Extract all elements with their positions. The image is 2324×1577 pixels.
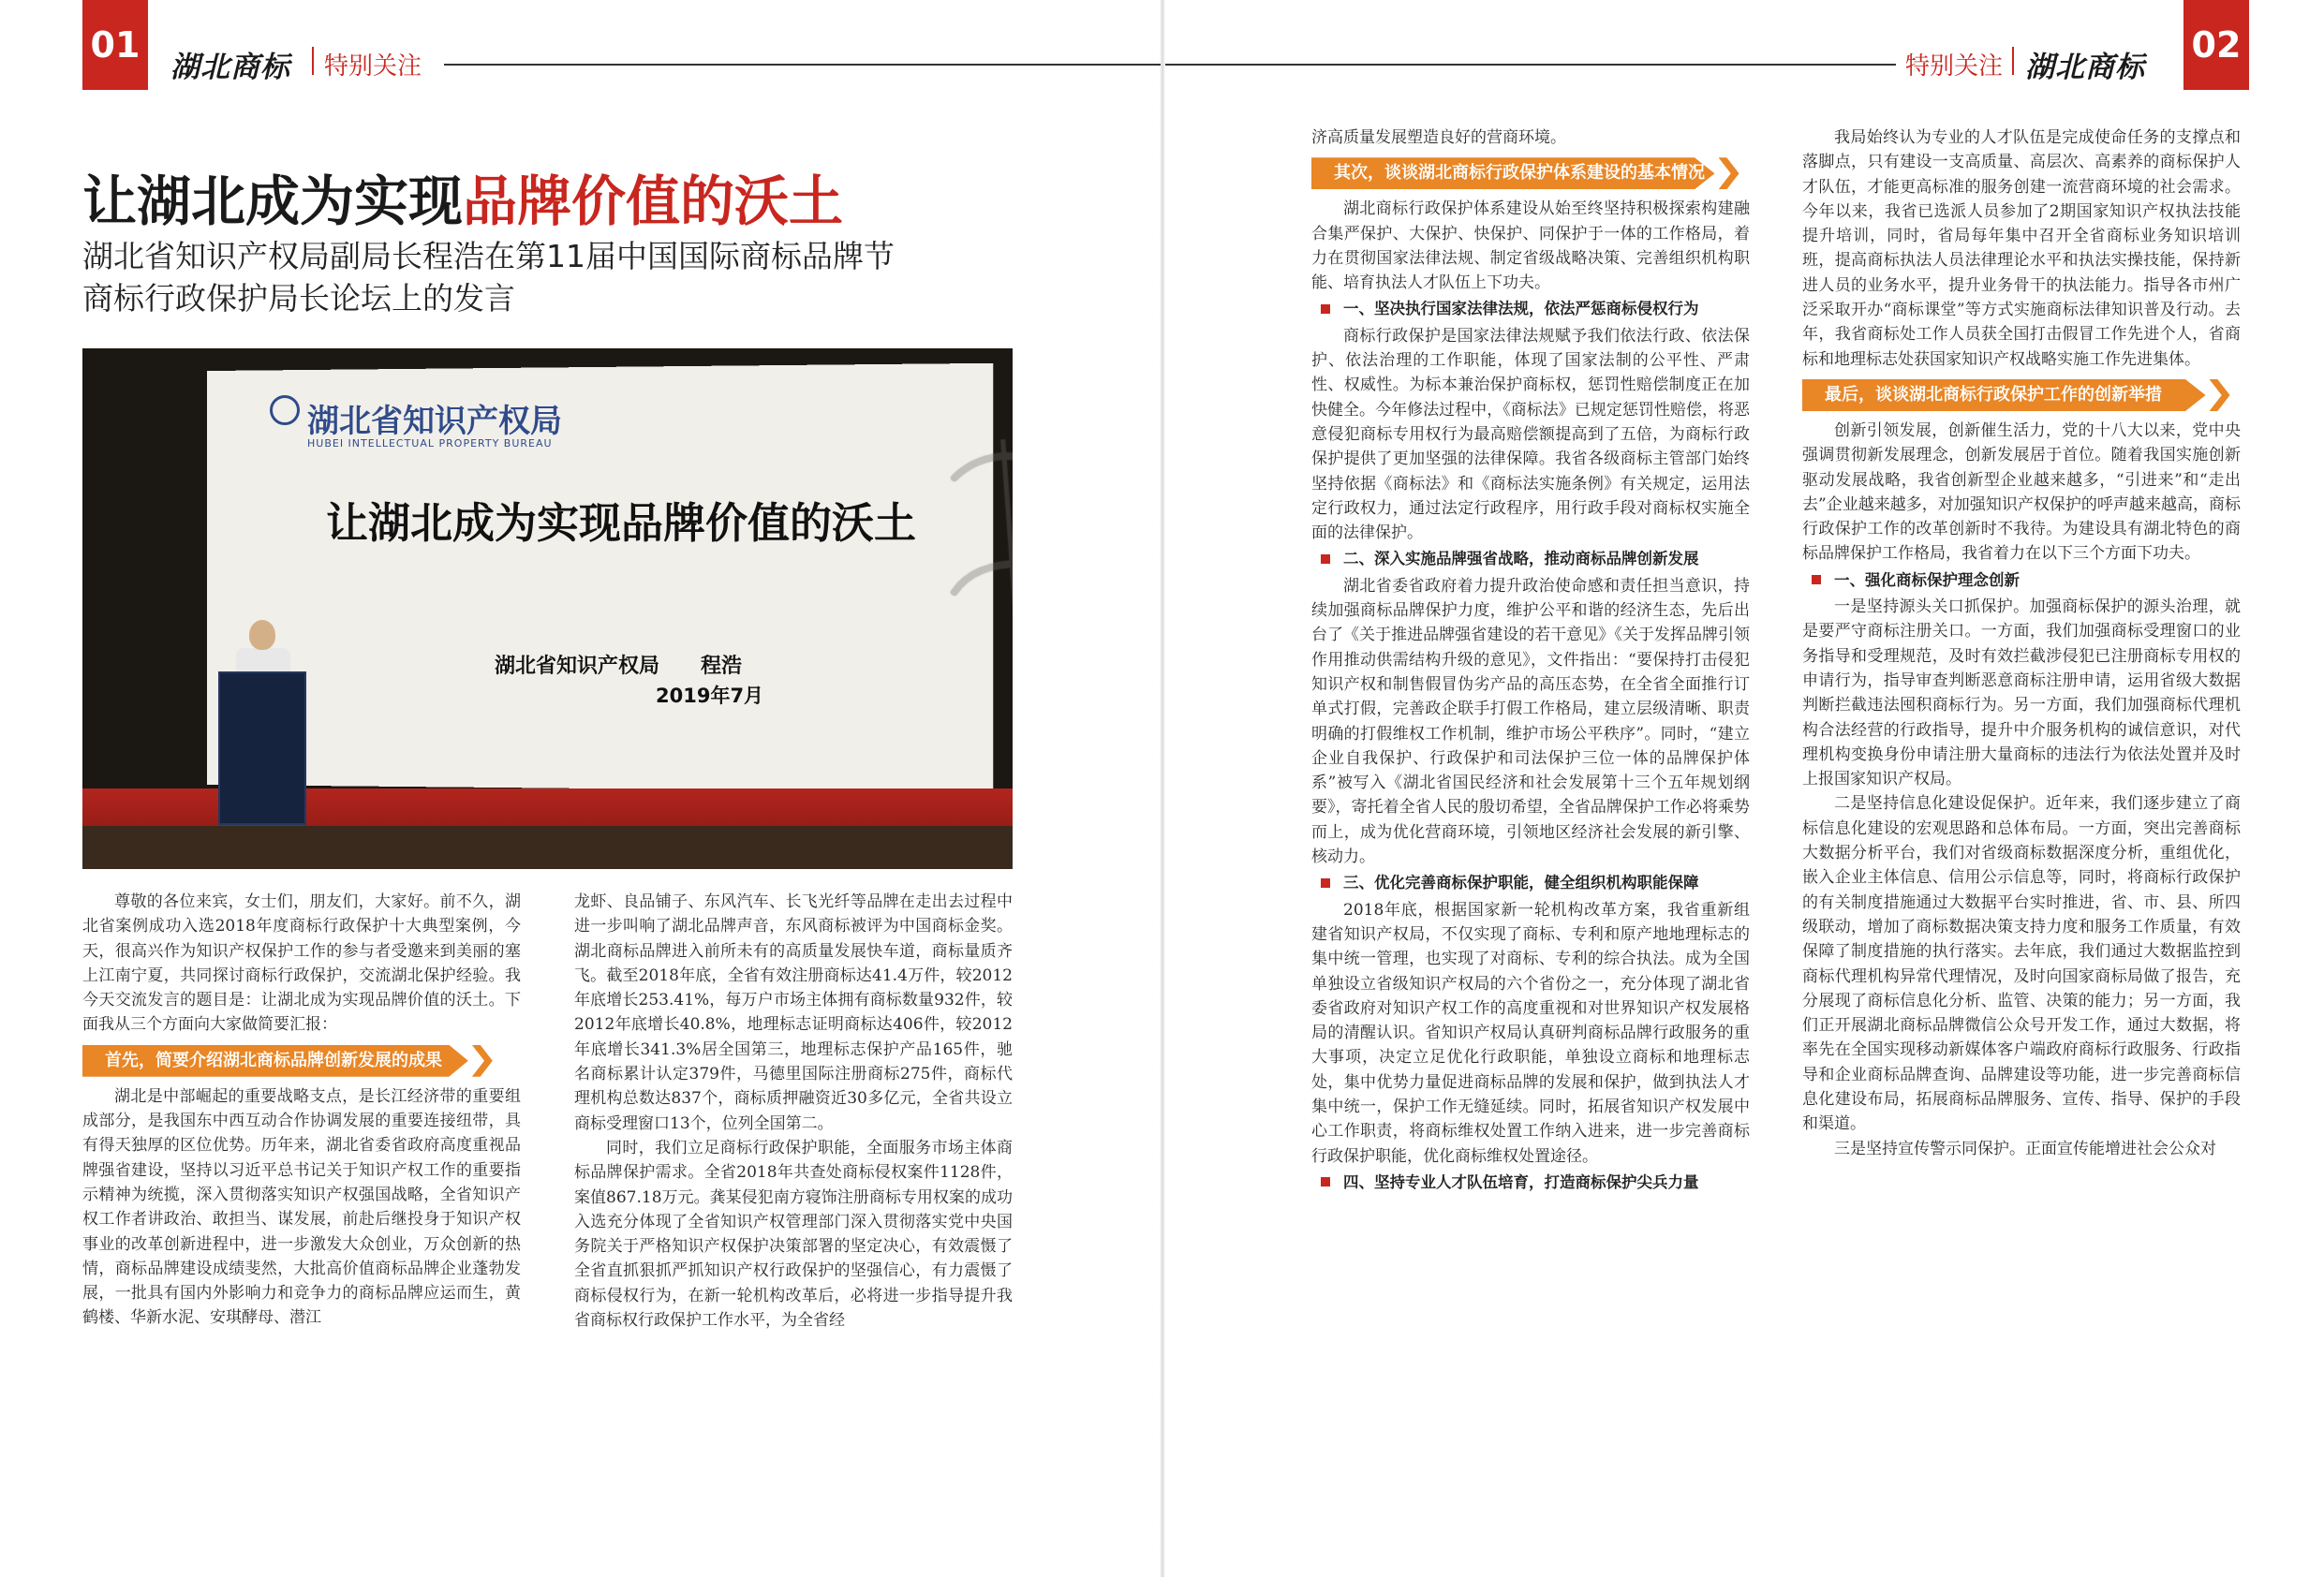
banner-chevron-icon xyxy=(2210,379,2230,411)
right-header-separator xyxy=(2012,47,2014,75)
screen-date: 2019年7月 xyxy=(656,685,764,707)
paragraph: 商标行政保护是国家法律法规赋予我们依法行政、依法保护、依法治理的工作职能，体现了国家法制的公平性、严肃性、权威性。为标本兼治保护商标权，惩罚性赔偿制度正在加快健全。今年修法过程中，《商标法》已规定惩罚性赔偿，将恶意侵犯商标专用权行为最高赔偿额提高到了五倍，为商标行政保护提供了更加坚强的法律保障。我省各级商标主管部门始终坚持依据《商标法》和《商标法实施条例》有关规定，运用法定行政权力，通过法定行政程序，用行政手段对商标权实施全面的法律保护。 xyxy=(1311,326,1750,543)
red-square-bullet-icon xyxy=(1321,1177,1330,1186)
paragraph: 三是坚持宣传警示同保护。正面宣传能增进社会公众对 xyxy=(1834,1139,2216,1158)
subtitle-line-2: 商标行政保护局长论坛上的发言 xyxy=(82,280,515,317)
subheading-text: 一、强化商标保护理念创新 xyxy=(1834,570,2020,589)
column-1 xyxy=(82,890,521,1331)
institution-logo-icon xyxy=(270,395,300,425)
article-subtitle xyxy=(82,235,1019,319)
subheading xyxy=(1311,871,1750,895)
column-3 xyxy=(1311,125,1750,1197)
subheading-text: 二、深入实施品牌强省战略，推动商标品牌创新发展 xyxy=(1343,550,1699,568)
audience-area xyxy=(82,826,1013,869)
left-page-number: 01 xyxy=(82,0,148,90)
paragraph: 创新引领发展，创新催生活力，党的十八大以来，党中央强调贯彻新发展理念，创新发展居于首位。随着我国实施创新驱动发展战略，我省创新型企业越来越多，“引进来”和“走出去”企业越来越多，对加强知识产权保护的呼声越来越高，商标行政保护工作的改革创新时不我待。为建设具有湖北特色的商标品牌保护工作格局，我省着力在以下三个方面下功夫。 xyxy=(1802,420,2241,564)
banner-text: 最后，谈谈湖北商标行政保护工作的创新举措 xyxy=(1825,384,2162,405)
right-page-number: 02 xyxy=(2183,0,2249,90)
banner-chevron-icon xyxy=(472,1045,493,1077)
red-square-bullet-icon xyxy=(1321,878,1330,888)
column-4 xyxy=(1802,125,2241,1161)
right-header-rule xyxy=(1165,64,1896,66)
paragraph: 湖北商标行政保护体系建设从始至终坚持积极探索构建融合集严保护、大保护、快保护、同保护于一体的工作格局，着力在贯彻国家法律法规、制定省级战略决策、完善组织机构职能、培育执法人才队伍上下功夫。 xyxy=(1311,199,1750,293)
column-2 xyxy=(574,890,1013,1333)
page-spine xyxy=(1160,0,1165,1577)
left-header-rule xyxy=(444,64,1161,66)
subheading-text: 三、优化完善商标保护职能，健全组织机构职能保障 xyxy=(1343,874,1699,892)
paragraph-continued: 济高质量发展塑造良好的营商环境。 xyxy=(1311,128,1566,147)
paragraph-continued: 龙虾、良品铺子、东风汽车、长飞光纤等品牌在走出去过程中进一步叫响了湖北品牌声音，东风商标被评为中国商标金奖。湖北商标品牌进入前所未有的高质量发展快车道，商标量质齐飞。截至2018年底，全省有效注册商标达41.4万件，较2012年底增长253.41%，每万户市场主体拥有商标数量932件，较2012年底增长40.8%，地理标志证明商标达406件，较2012年底增长341.3%居全国第三，地理标志保护产品165件，驰名商标累计认定379件，马德里国际注册商标275件，商标代理机构总数达837个，商标质押融资近30多亿元，全省共设立商标受理窗口13个，位列全国第二。 xyxy=(574,892,1013,1133)
bamboo-painting-icon xyxy=(887,400,1013,707)
left-header-separator xyxy=(312,47,314,75)
podium xyxy=(218,671,306,825)
red-square-bullet-icon xyxy=(1321,304,1330,314)
article-title-part-1: 让湖北成为实现 xyxy=(82,169,464,233)
right-logo: 湖北商标 xyxy=(2025,51,2145,84)
banner-text: 首先，简要介绍湖北商标品牌创新发展的成果 xyxy=(105,1050,442,1070)
subheading xyxy=(1311,547,1750,571)
paragraph: 湖北是中部崛起的重要战略支点，是长江经济带的重要组成部分，是我国东中西互动合作协调发展的重要连接纽带，具有得天独厚的区位优势。历年来，湖北省委省政府高度重视品牌强省建设，坚持以习近平总书记关于知识产权工作的重要指示精神为统揽，深入贯彻落实知识产权强国战略，全省知识产权工作者讲政治、敢担当、谋发展，前赴后继投身于知识产权事业的改革创新进程中，进一步激发大众创业，万众创新的热情，商标品牌建设成绩斐然，大批高价值商标品牌企业蓬勃发展，一批具有国内外影响力和竞争力的商标品牌应运而生，黄鹤楼、华新水泥、安琪酵母、潜江 xyxy=(82,1086,521,1328)
paragraph: 我局始终认为专业的人才队伍是完成使命任务的支撑点和落脚点，只有建设一支高质量、高层次、高素养的商标保护人才队伍，才能更高标准的服务创建一流营商环境的社会需求。今年以来，我省已选派人员参加了2期国家知识产权执法技能提升培训，同时，省局每年集中召开全省商标业务知识培训班，提高商标执法人员法律理论水平和执法实操技能，保持新进人员的业务水平，提升业务骨干的执法能力。指导各市州广泛采取开办“商标课堂”等方式实施商标法律知识普及行动。去年，我省商标处工作人员获全国打击假冒工作先进个人，省商标和地理标志处获国家知识产权战略实施工作先进集体。 xyxy=(1802,128,2241,369)
screen-institution: 湖北省知识产权局 xyxy=(307,403,562,440)
banner-chevron-icon xyxy=(1719,157,1739,189)
section-banner-1 xyxy=(82,1045,521,1077)
right-section-label: 特别关注 xyxy=(1905,52,2004,81)
subheading xyxy=(1311,1171,1750,1195)
intro-paragraph: 尊敬的各位来宾，女士们，朋友们，大家好。前不久，湖北省案例成功入选2018年度商标行政保护十大典型案例，今天，很高兴作为知识产权保护工作的参与者受邀来到美丽的塞上江南宁夏，共同探讨商标行政保护，交流湖北保护经验。我今天交流发言的题目是：让湖北成为实现品牌价值的沃土。下面我从三个方面向大家做简要汇报： xyxy=(82,892,521,1035)
left-logo: 湖北商标 xyxy=(170,51,290,84)
article-title xyxy=(82,157,843,236)
red-square-bullet-icon xyxy=(1321,554,1330,564)
paragraph: 湖北省委省政府着力提升政治使命感和责任担当意识，持续加强商标品牌保护力度，维护公平和谐的经济生态，先后出台了《关于推进品牌强省建设的若干意见》《关于发挥品牌引领作用推动供需结构升级的意见》，文件指出：“要保持打击侵犯知识产权和制售假冒伪劣产品的高压态势，在全省全面推行订单式打假，完善政企联手打假工作格局，建立层级清晰、职责明确的打假维权工作机制，维护市场公平秩序”。同时，“建立企业自我保护、行政保护和司法保护三位一体的品牌保护体系”被写入《湖北省国民经济和社会发展第十三个五年规划纲要》，寄托着全省人民的殷切希望，全省品牌保护工作必将乘势而上，成为优化营商环境，引领地区经济社会发展的新引擎、核动力。 xyxy=(1311,576,1750,867)
left-section-label: 特别关注 xyxy=(324,52,422,81)
subheading-text: 一、坚决执行国家法律法规，依法严惩商标侵权行为 xyxy=(1343,300,1699,318)
subheading xyxy=(1311,297,1750,321)
red-square-bullet-icon xyxy=(1812,575,1821,584)
screen-title: 让湖北成为实现品牌价值的沃土 xyxy=(326,498,917,548)
speaker-head xyxy=(249,620,275,650)
article-title-highlight: 品牌价值的沃土 xyxy=(463,169,844,233)
section-banner-2 xyxy=(1311,157,1750,189)
paragraph: 一是坚持源头关口抓保护。加强商标保护的源头治理，就是要严守商标注册关口。一方面，我们加强商标受理窗口的业务指导和受理规范，及时有效拦截涉侵犯已注册商标专用权的申请行为，指导审查判断恶意商标注册申请，运用省级大数据判断拦截违法囤积商标行为。另一方面，我们加强商标代理机构合法经营的行政指导，提升中介服务机构的诚信意识，对代理机构变换身份申请注册大量商标的违法行为依法处置并及时上报国家知识产权局。 xyxy=(1802,597,2241,789)
screen-author: 湖北省知识产权局 程浩 xyxy=(495,655,743,678)
section-banner-3 xyxy=(1802,379,2241,411)
paragraph: 二是坚持信息化建设促保护。近年来，我们逐步建立了商标信息化建设的宏观思路和总体布局。一方面，突出完善商标大数据分析平台，我们对省级商标数据深度分析，重组优化，嵌入企业主体信息、信用公示信息等，同时，将商标行政保护的有关制度措施通过大数据平台实时推进，省、市、县、所四级联动，增加了商标数据决策支持力度和服务工作质量，有效保障了制度措施的执行落实。去年底，我们通过大数据监控到商标代理机构异常代理情况，及时向国家商标局做了报告，充分展现了商标信息化分析、监管、决策的能力；另一方面，我们正开展湖北商标品牌微信公众号开发工作，通过大数据，将率先在全国实现移动新媒体客户端政府商标行政服务、行政指导和企业商标品牌查询、品牌建设等功能，进一步完善商标信息化建设布局，拓展商标品牌服务、宣传、指导、保护的手段和渠道。 xyxy=(1802,794,2241,1134)
subtitle-line-1: 湖北省知识产权局副局长程浩在第11届中国国际商标品牌节 xyxy=(82,238,895,274)
screen-institution-en: HUBEI INTELLECTUAL PROPERTY BUREAU xyxy=(307,437,553,450)
paragraph: 同时，我们立足商标行政保护职能，全面服务市场主体商标品牌保护需求。全省2018年共查处商标侵权案件1128件，案值867.18万元。龚某侵犯南方寝饰注册商标专用权案的成功入选充分体现了全省知识产权管理部门深入贯彻落实党中央国务院关于严格知识产权保护决策部署的坚定决心，有效震慑了全省直抓狠抓严抓知识产权行政保护的坚强信心，有力震慑了商标侵权行为，在新一轮机构改革后，必将进一步指导提升我省商标权行政保护工作水平，为全省经 xyxy=(574,1138,1013,1331)
banner-text: 其次，谈谈湖北商标行政保护体系建设的基本情况 xyxy=(1334,163,1705,184)
conference-photo xyxy=(82,348,1013,869)
subheading-text: 四、坚持专业人才队伍培育，打造商标保护尖兵力量 xyxy=(1343,1172,1699,1191)
paragraph: 2018年底，根据国家新一轮机构改革方案，我省重新组建省知识产权局，不仅实现了商标、专利和原产地地理标志的集中统一管理，也实现了对商标、专利的综合执法。成为全国单独设立省级知识产权局的六个省份之一，充分体现了湖北省委省政府对知识产权工作的高度重视和对世界知识产权发展格局的清醒认识。省知识产权局认真研判商标品牌行政服务的重大事项，决定立足优化行政职能，单独设立商标和地理标志处，集中优势力量促进商标品牌的发展和保护，做到执法人才集中统一，保护工作无缝延续。同时，拓展省知识产权发展中心工作职责，将商标维权处置工作纳入进来，进一步完善商标行政保护职能，优化商标维权处置途径。 xyxy=(1311,900,1750,1166)
subheading xyxy=(1802,568,2241,593)
